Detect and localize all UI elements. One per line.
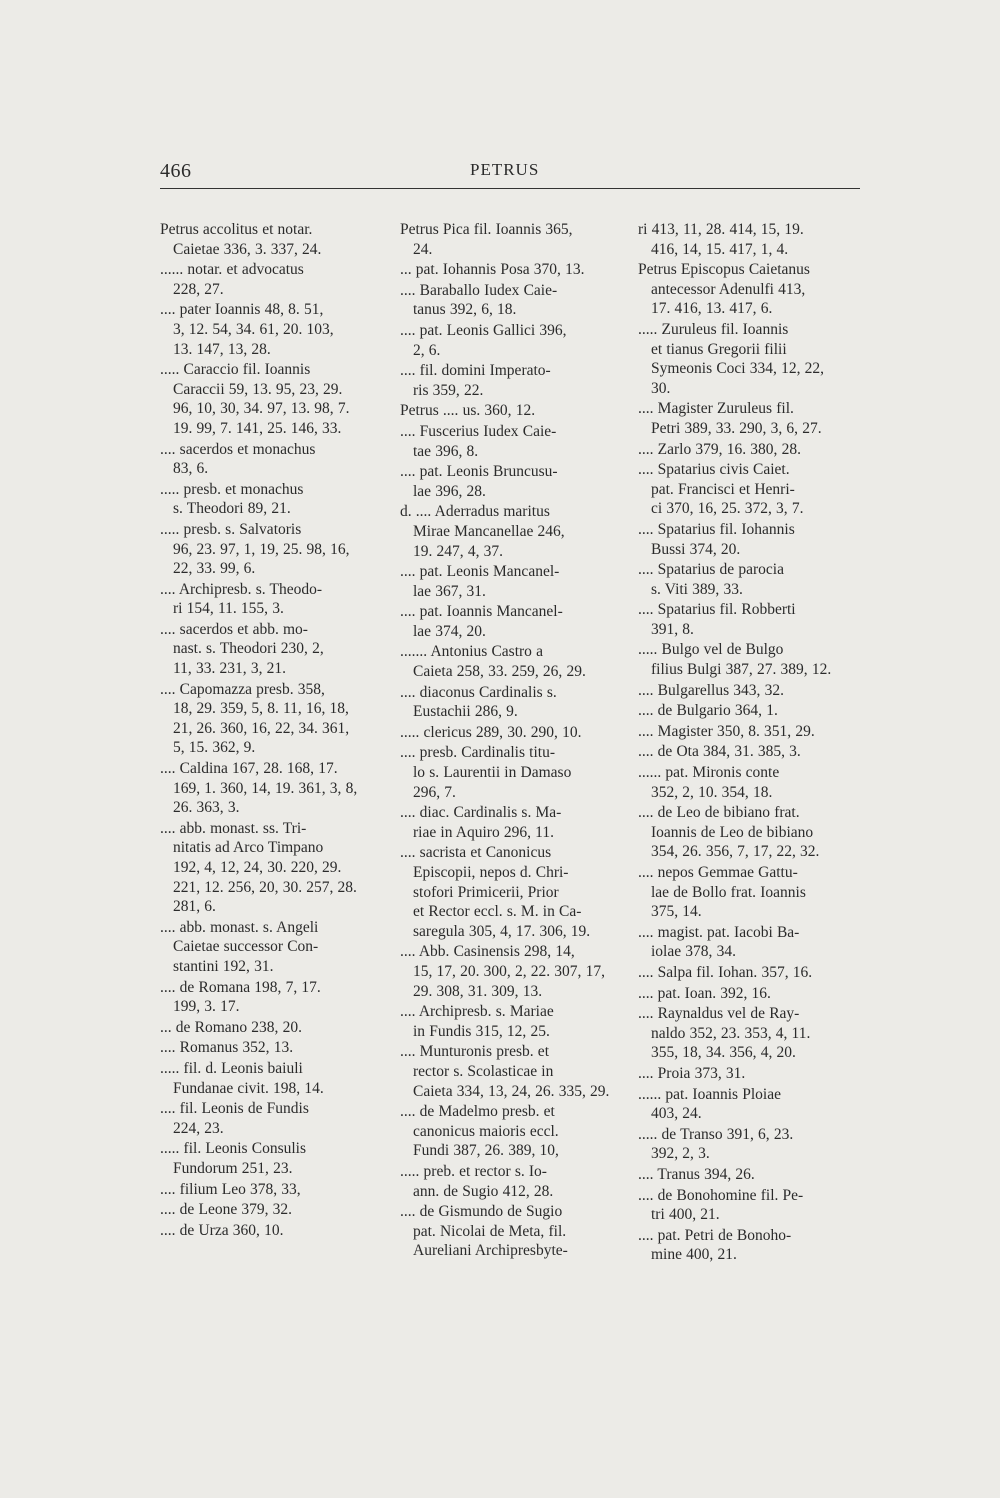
index-entry: ..... fil. d. Leonis baiuli Fundanae civit. 198, 14.	[160, 1059, 324, 1097]
index-entry: d. .... Aderradus maritus Mirae Mancanellae 246, 19. 247, 4, 37.	[400, 503, 565, 560]
index-entry: .... de Romana 198, 7, 17. 199, 3. 17.	[160, 978, 321, 1016]
index-entry: .... Abb. Casinensis 298, 14, 15, 17, 20. 300, 2, 22. 307, 17, 29. 308, 31. 309, 13.	[400, 943, 605, 1000]
index-entry: .... pater Ioannis 48, 8. 51, 3, 12. 54, 34. 61, 20. 103, 13. 147, 13, 28.	[160, 301, 334, 358]
index-column-2	[400, 220, 628, 1262]
index-entry: ..... fil. Leonis Consulis Fundorum 251, 23.	[160, 1140, 307, 1177]
index-entry: .... pat. Ioan. 392, 16.	[638, 984, 771, 1002]
index-entry: ... de Romano 238, 20.	[160, 1018, 302, 1036]
index-entry: ..... Zuruleus fil. Ioannis et tianus Gregorii filii Symeonis Coci 334, 12, 22, 30.	[638, 320, 824, 397]
index-entry: ..... Bulgo vel de Bulgo filius Bulgi 387, 27. 389, 12.	[638, 641, 832, 679]
running-head: PETRUS	[470, 160, 540, 179]
index-entry: .... filium Leo 378, 33,	[160, 1180, 301, 1198]
index-entry: Petrus Pica fil. Ioannis 365, 24.	[400, 221, 573, 258]
index-entry: .... de Gismundo de Sugio pat. Nicolai de Meta, fil. Aureliani Archipresbyte-	[400, 1203, 568, 1260]
index-entry: ...... notar. et advocatus 228, 27.	[160, 261, 304, 298]
index-entry: ..... presb. et monachus s. Theodori 89, 21.	[160, 480, 304, 518]
page-number: 466	[160, 160, 192, 182]
index-entry: .... pat. Leonis Bruncusu- lae 396, 28.	[400, 463, 558, 500]
index-entry: .... Magister 350, 8. 351, 29.	[638, 722, 815, 740]
index-entry: .... Proia 373, 31.	[638, 1064, 746, 1082]
index-entry: .... Romanus 352, 13.	[160, 1039, 294, 1057]
index-entry: .... de Bulgario 364, 1.	[638, 702, 778, 720]
index-entry: .... Spatarius de parocia s. Viti 389, 33.	[638, 561, 784, 598]
index-entry: .... Magister Zuruleus fil. Petri 389, 33. 290, 3, 6, 27.	[638, 400, 822, 437]
index-entry: Petrus Episcopus Caietanus antecessor Adenulfi 413, 17. 416, 13. 417, 6.	[638, 261, 810, 318]
index-entry: .... sacerdos et monachus 83, 6.	[160, 440, 316, 478]
index-entry: .... de Ota 384, 31. 385, 3.	[638, 743, 801, 761]
index-entry: ..... Caraccio fil. Ioannis Caraccii 59, 13. 95, 23, 29. 96, 10, 30, 34. 97, 13. 98, 7. 19. 99, 7. 141, 25. 146, 33.	[160, 361, 350, 437]
index-entry: .... sacrista et Canonicus Episcopii, nepos d. Chri- stofori Primicerii, Prior et Rector eccl. s. M. in Ca- saregula 305, 4, 17. 306, 19.	[400, 844, 591, 940]
index-columns	[160, 220, 870, 1280]
index-entry: Petrus accolitus et notar. Caietae 336, 3. 337, 24.	[160, 221, 322, 258]
index-entry: .... diaconus Cardinalis s. Eustachii 286, 9.	[400, 683, 557, 721]
index-entry: .... pat. Petri de Bonoho- mine 400, 21.	[638, 1226, 792, 1264]
index-entry: .... presb. Cardinalis titu- lo s. Laurentii in Damaso 296, 7.	[400, 744, 572, 801]
index-entry: ..... clericus 289, 30. 290, 10.	[400, 723, 582, 741]
index-entry: ...... pat. Ioannis Ploiae 403, 24.	[638, 1085, 781, 1123]
index-entry: ri 413, 11, 28. 414, 15, 19. 416, 14, 15. 417, 1, 4.	[638, 221, 804, 258]
index-entry: .... Archipresb. s. Theodo- ri 154, 11. 155, 3.	[160, 580, 323, 618]
index-entry: .... Salpa fil. Iohan. 357, 16.	[638, 963, 813, 981]
index-entry: .... Raynaldus vel de Ray- naldo 352, 23. 353, 4, 11. 355, 18, 34. 356, 4, 20.	[638, 1005, 811, 1062]
index-entry: .... Baraballo Iudex Caie- tanus 392, 6, 18.	[400, 281, 558, 319]
index-entry: .... de Madelmo presb. et canonicus maioris eccl. Fundi 387, 26. 389, 10,	[400, 1103, 559, 1160]
index-entry: .... Spatarius fil. Robberti 391, 8.	[638, 601, 796, 638]
index-entry: .... Bulgarellus 343, 32.	[638, 681, 784, 699]
index-entry: .... sacerdos et abb. mo- nast. s. Theodori 230, 2, 11, 33. 231, 3, 21.	[160, 620, 324, 678]
index-entry: .... de Bonohomine fil. Pe- tri 400, 21.	[638, 1186, 804, 1224]
header-rule	[160, 188, 860, 189]
index-entry: .... Fuscerius Iudex Caie- tae 396, 8.	[400, 422, 557, 460]
index-entry: ..... preb. et rector s. Io- ann. de Sugio 412, 28.	[400, 1162, 554, 1200]
index-entry: .... diac. Cardinalis s. Ma- riae in Aquiro 296, 11.	[400, 804, 562, 841]
index-column-3	[638, 220, 870, 1266]
index-entry: .... de Urza 360, 10.	[160, 1221, 284, 1239]
index-entry: ....... Antonius Castro a Caieta 258, 33. 259, 26, 29.	[400, 643, 586, 681]
index-column-1	[160, 220, 392, 1241]
index-entry: .... abb. monast. s. Angeli Caietae successor Con- stantini 192, 31.	[160, 918, 319, 975]
index-entry: .... pat. Leonis Gallici 396, 2, 6.	[400, 321, 567, 359]
index-entry: .... Zarlo 379, 16. 380, 28.	[638, 440, 801, 458]
index-entry: .... fil. domini Imperato- ris 359, 22.	[400, 362, 551, 399]
index-entry: .... Spatarius fil. Iohannis Bussi 374, 20.	[638, 520, 795, 558]
index-entry: .... de Leo de bibiano frat. Ioannis de Leo de bibiano 354, 26. 356, 7, 17, 22, 32.	[638, 804, 820, 861]
index-entry: ...... pat. Mironis conte 352, 2, 10. 354, 18.	[638, 764, 780, 801]
index-entry: .... magist. pat. Iacobi Ba- iolae 378, 34.	[638, 923, 800, 961]
index-entry: ... pat. Iohannis Posa 370, 13.	[400, 261, 585, 279]
index-entry: .... pat. Ioannis Mancanel- lae 374, 20.	[400, 603, 563, 640]
index-entry: .... de Leone 379, 32.	[160, 1201, 293, 1219]
index-entry: Petrus .... us. 360, 12.	[400, 402, 536, 420]
index-entry: ..... presb. s. Salvatoris 96, 23. 97, 1, 19, 25. 98, 16, 22, 33. 99, 6.	[160, 520, 350, 578]
index-entry: .... Munturonis presb. et rector s. Scolasticae in Caieta 334, 13, 24, 26. 335, 29.	[400, 1043, 610, 1100]
index-entry: ..... de Transo 391, 6, 23. 392, 2, 3.	[638, 1125, 794, 1163]
index-entry: .... pat. Leonis Mancanel- lae 367, 31.	[400, 563, 560, 600]
index-entry: .... Tranus 394, 26.	[638, 1165, 755, 1183]
index-entry: .... nepos Gemmae Gattu- lae de Bollo frat. Ioannis 375, 14.	[638, 864, 806, 921]
index-entry: .... Archipresb. s. Mariae in Fundis 315, 12, 25.	[400, 1003, 554, 1040]
index-entry: .... Caldina 167, 28. 168, 17. 169, 1. 360, 14, 19. 361, 3, 8, 26. 363, 3.	[160, 760, 358, 817]
index-entry: .... fil. Leonis de Fundis 224, 23.	[160, 1100, 309, 1137]
index-entry: .... Spatarius civis Caiet. pat. Francisci et Henri- ci 370, 16, 25. 372, 3, 7.	[638, 461, 804, 518]
index-entry: .... Capomazza presb. 358, 18, 29. 359, 5, 8. 11, 16, 18, 21, 26. 360, 16, 22, 34. 361, 5, 15. 362, 9.	[160, 680, 350, 757]
index-entry: .... abb. monast. ss. Tri- nitatis ad Arco Timpano 192, 4, 12, 24, 30. 220, 29. 221, 12. 256, 20, 30. 257, 28. 281, 6.	[160, 819, 357, 916]
